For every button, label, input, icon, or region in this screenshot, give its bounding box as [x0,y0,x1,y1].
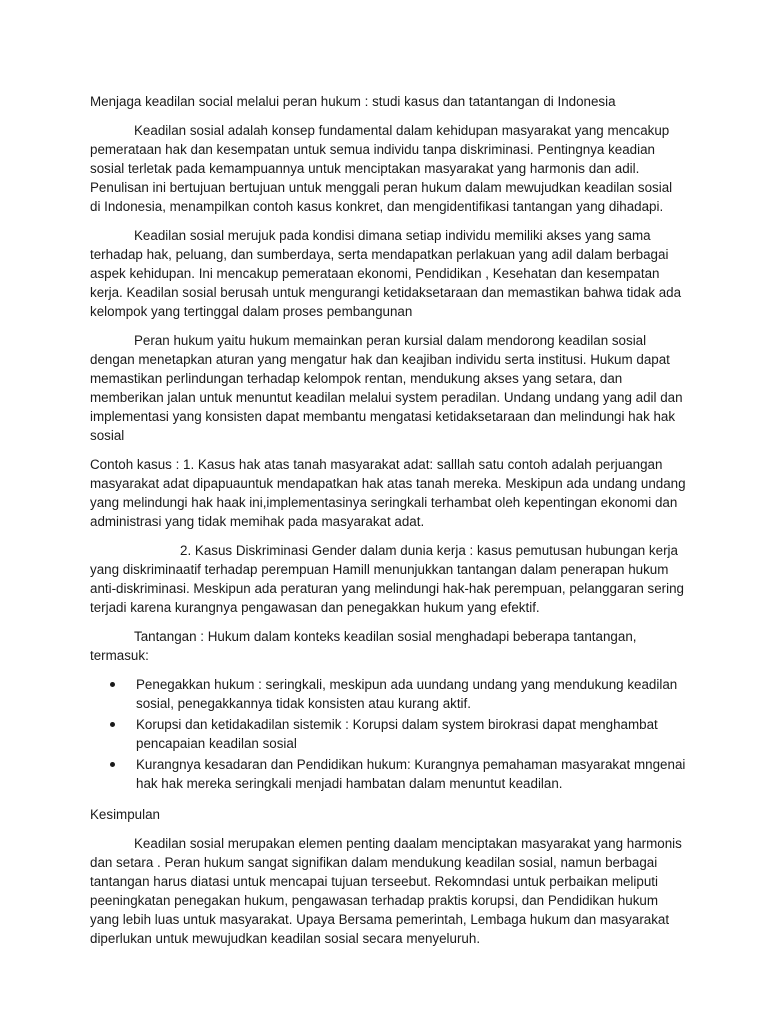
challenges-list [90,675,686,793]
document-title: Menjaga keadilan social melalui peran hukum : studi kasus dan tatantangan di Indonesia [90,94,616,109]
bullet-icon [110,682,115,687]
paragraph-definition: Keadilan sosial merujuk pada kondisi dimana setiap individu memiliki akses yang sama terhadap hak, peluang, dan sumberdaya, serta mendapatkan perlakuan yang adil dalam berbagai aspek kehidupan. Ini mencakup pemerataan ekonomi, Pendidikan , Kesehatan dan kesempatan kerja. Keadilan sosial berusah untuk mengurangi ketidaksetaraan dan memastikan bahwa tidak ada kelompok yang tertinggal dalam proses pembangunan [90,228,682,319]
list-item [90,715,686,753]
bullet-icon [110,762,115,767]
list-item [90,675,686,713]
bullet-icon [110,722,115,727]
list-item [90,755,686,793]
conclusion-heading: Kesimpulan [90,807,160,822]
conclusion-paragraph: Keadilan sosial merupakan elemen penting daalam menciptakan masyarakat yang harmonis dan setara . Peran hukum sangat signifikan dalam mendukung keadilan sosial, namun berbagai tantangan harus diatasi untuk mencapai tujuan terseebut. Rekomndasi untuk perbaikan meliputi peeningkatan penegakan hukum, pengawasan terhadap praktis korupsi, dan Pendidikan hukum yang lebih luas untuk masyarakat. Upaya Bersama pemerintah, Lembaga hukum dan masyarakat diperlukan untuk mewujudkan keadilan sosial secara menyeluruh. [90,836,682,946]
paragraph-role-of-law: Peran hukum yaitu hukum memainkan peran kursial dalam mendorong keadilan sosial dengan menetapkan aturan yang mengatur hak dan keajiban individu serta institusi. Hukum dapat memastikan perlindungan terhadap kelompok rentan, mendukung akses yang setara, dan memberikan jalan untuk menuntut keadilan melalui system peradilan. Undang undang yang adil dan implementasi yang konsisten dapat membantu mengatasi ketidaksetaraan dan melindungi hak hak sosial [90,333,683,443]
list-item-text: Korupsi dan ketidakadilan sistemik : Korupsi dalam system birokrasi dapat menghambat pencapaian keadilan sosial [136,717,658,751]
list-item-text: Kurangnya kesadaran dan Pendidikan hukum: Kurangnya pemahaman masyarakat mngenai hak hak mereka seringkali menjadi hambatan dalam menuntut keadilan. [136,757,686,791]
list-item-text: Penegakkan hukum : seringkali, meskipun ada uundang undang yang mendukung keadilan sosial, penegakkannya tidak konsisten atau kurang aktif. [136,677,678,711]
document-body [90,92,686,958]
challenges-intro: Tantangan : Hukum dalam konteks keadilan sosial menghadapi beberapa tantangan, termasuk: [90,629,637,663]
case-1-paragraph: Contoh kasus : 1. Kasus hak atas tanah masyarakat adat: salllah satu contoh adalah perjuangan masyarakat adat dipapuauntuk mendapatkan hak atas tanah mereka. Meskipun ada undang undang yang melindungi hak haak ini,implementasinya seringkali terhambat oleh kepentingan ekonomi dan administrasi yang tidak memihak pada masyarakat adat. [90,457,686,529]
case-2-paragraph: 2. Kasus Diskriminasi Gender dalam dunia kerja : kasus pemutusan hubungan kerja yang diskriminaatif terhadap perempuan Hamill menunjukkan tantangan dalam penerapan hukum anti-diskriminasi. Meskipun ada peraturan yang melindungi hak-hak perempuan, pelanggaran sering terjadi karena kurangnya pengawasan dan penegakkan hukum yang efektif. [90,543,685,615]
paragraph-intro: Keadilan sosial adalah konsep fundamental dalam kehidupan masyarakat yang mencakup pemerataan hak dan kesempatan untuk semua individu tanpa diskriminasi. Pentingnya keadian sosial terletak pada kemampuannya untuk menciptakan masyarakat yang harmonis dan adil. Penulisan ini bertujuan bertujuan untuk menggali peran hukum dalam mewujudkan keadilan sosial di Indonesia, menampilkan contoh kasus konkret, dan mengidentifikasi tantangan yang dihadapi. [90,123,673,214]
